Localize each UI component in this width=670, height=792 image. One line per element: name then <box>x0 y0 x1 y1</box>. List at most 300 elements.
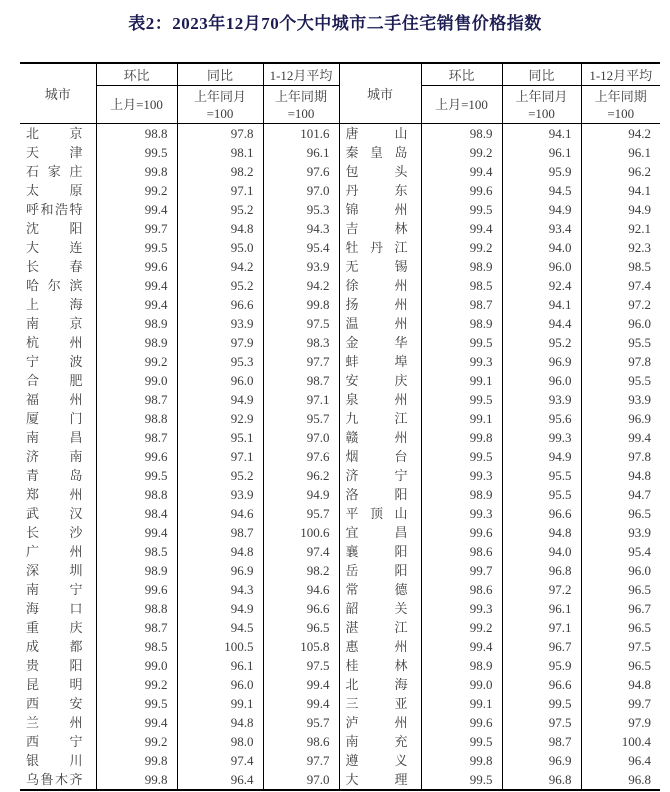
city-cell: 惠州 <box>339 637 421 656</box>
city-cell: 长沙 <box>20 523 96 542</box>
yoy-value-cell: 97.1 <box>177 447 263 466</box>
city-cell: 青岛 <box>20 466 96 485</box>
mom-value-cell: 99.6 <box>421 713 502 732</box>
mom-value-cell: 98.5 <box>421 276 502 295</box>
city-cell: 乌鲁木齐 <box>20 770 96 790</box>
city-cell: 哈尔滨 <box>20 276 96 295</box>
city-cell: 无锡 <box>339 257 421 276</box>
yoy-value-cell: 92.9 <box>177 409 263 428</box>
mom-value-cell: 99.5 <box>96 694 177 713</box>
city-cell: 南充 <box>339 732 421 751</box>
header-yoy-base-left <box>177 86 263 124</box>
mom-value-cell: 98.9 <box>421 257 502 276</box>
city-cell: 宁波 <box>20 352 96 371</box>
yoy-value-cell: 95.9 <box>502 162 581 181</box>
header-mom-base-left: 上月=100 <box>96 86 177 124</box>
yoy-value-cell: 94.0 <box>502 542 581 561</box>
yoy-value-cell: 93.9 <box>177 485 263 504</box>
yoy-value-cell: 94.3 <box>177 580 263 599</box>
city-cell: 洛阳 <box>339 485 421 504</box>
yoy-value-cell: 97.9 <box>177 333 263 352</box>
avg-value-cell: 96.7 <box>628 601 651 616</box>
header-avg-base-left <box>263 86 339 124</box>
avg-value-cell: 96.5 <box>628 506 651 521</box>
mom-value-cell: 98.6 <box>421 542 502 561</box>
mom-value-cell: 98.9 <box>421 124 502 144</box>
table-row <box>20 523 660 542</box>
table-title: 表2：2023年12月70个大中城市二手住宅销售价格指数 <box>128 14 542 33</box>
mom-value-cell: 98.7 <box>96 390 177 409</box>
table-row <box>20 219 660 238</box>
mom-value-cell: 99.8 <box>421 428 502 447</box>
price-index-table <box>20 62 660 791</box>
avg-value-cell: 96.1 <box>628 145 651 160</box>
mom-value-cell: 99.2 <box>96 181 177 200</box>
mom-value-cell: 99.5 <box>96 143 177 162</box>
avg-value-cell: 97.7 <box>263 751 339 770</box>
yoy-value-cell: 97.2 <box>502 580 581 599</box>
mom-value-cell: 99.4 <box>96 200 177 219</box>
yoy-value-cell: 94.1 <box>502 295 581 314</box>
mom-value-cell: 99.5 <box>96 238 177 257</box>
avg-value-cell: 97.5 <box>628 639 651 654</box>
mom-value-cell: 99.4 <box>96 276 177 295</box>
table-header <box>20 63 660 124</box>
avg-value-cell: 92.3 <box>628 240 651 255</box>
mom-value-cell: 99.4 <box>421 219 502 238</box>
yoy-value-cell: 95.5 <box>502 485 581 504</box>
city-cell: 岳阳 <box>339 561 421 580</box>
header-avg-base-line2: =100 <box>607 105 635 121</box>
yoy-value-cell: 98.2 <box>177 162 263 181</box>
city-cell: 贵阳 <box>20 656 96 675</box>
avg-value-cell: 99.4 <box>628 430 651 445</box>
city-cell: 长春 <box>20 257 96 276</box>
mom-value-cell: 99.2 <box>96 675 177 694</box>
mom-value-cell: 99.1 <box>421 371 502 390</box>
city-cell: 南京 <box>20 314 96 333</box>
mom-value-cell: 99.2 <box>96 732 177 751</box>
avg-value-cell: 94.2 <box>628 126 651 141</box>
city-cell: 平顶山 <box>339 504 421 523</box>
mom-value-cell: 99.2 <box>421 143 502 162</box>
header-mom-right: 环比 <box>421 63 502 86</box>
city-cell: 上海 <box>20 295 96 314</box>
table-row <box>20 447 660 466</box>
header-avg-left: 1-12月平均 <box>263 63 339 86</box>
yoy-value-cell: 96.6 <box>502 675 581 694</box>
mom-value-cell: 99.5 <box>421 732 502 751</box>
yoy-value-cell: 96.9 <box>502 352 581 371</box>
header-yoy-base-line1: 上年同月 <box>515 88 568 104</box>
mom-value-cell: 98.5 <box>96 637 177 656</box>
yoy-value-cell: 96.0 <box>177 371 263 390</box>
city-cell: 扬州 <box>339 295 421 314</box>
yoy-value-cell: 94.1 <box>502 124 581 144</box>
yoy-value-cell: 94.2 <box>177 257 263 276</box>
yoy-value-cell: 96.8 <box>502 770 581 790</box>
mom-value-cell: 99.8 <box>421 751 502 770</box>
header-city-left: 城市 <box>20 63 96 124</box>
avg-value-cell: 94.9 <box>263 485 339 504</box>
avg-value-cell: 94.3 <box>263 219 339 238</box>
yoy-value-cell: 94.9 <box>502 200 581 219</box>
city-cell: 泸州 <box>339 713 421 732</box>
mom-value-cell: 99.0 <box>96 371 177 390</box>
yoy-value-cell: 95.2 <box>177 466 263 485</box>
mom-value-cell: 98.6 <box>421 580 502 599</box>
mom-value-cell: 99.8 <box>96 751 177 770</box>
yoy-value-cell: 94.9 <box>502 447 581 466</box>
table-row <box>20 504 660 523</box>
header-avg-base-line1: 上年同期 <box>594 88 647 104</box>
mom-value-cell: 99.2 <box>421 618 502 637</box>
mom-value-cell: 99.8 <box>96 162 177 181</box>
mom-value-cell: 99.6 <box>96 447 177 466</box>
avg-value-cell: 95.5 <box>628 335 651 350</box>
avg-value-cell: 98.5 <box>628 259 651 274</box>
avg-value-cell: 93.9 <box>263 257 339 276</box>
city-cell: 温州 <box>339 314 421 333</box>
city-cell: 济南 <box>20 447 96 466</box>
avg-value-cell: 95.7 <box>263 504 339 523</box>
mom-value-cell: 99.3 <box>421 466 502 485</box>
city-cell: 太原 <box>20 181 96 200</box>
avg-value-cell: 96.2 <box>263 466 339 485</box>
table-row <box>20 675 660 694</box>
yoy-value-cell: 93.4 <box>502 219 581 238</box>
yoy-value-cell: 100.5 <box>177 637 263 656</box>
avg-value-cell: 93.9 <box>628 392 651 407</box>
mom-value-cell: 99.8 <box>96 770 177 790</box>
city-cell: 呼和浩特 <box>20 200 96 219</box>
mom-value-cell: 99.4 <box>421 637 502 656</box>
table-row <box>20 390 660 409</box>
mom-value-cell: 98.4 <box>96 504 177 523</box>
avg-value-cell: 97.0 <box>263 770 339 790</box>
yoy-value-cell: 97.5 <box>502 713 581 732</box>
header-yoy-base-line2: =100 <box>528 105 555 121</box>
table-row <box>20 770 660 790</box>
city-cell: 济宁 <box>339 466 421 485</box>
avg-value-cell: 97.5 <box>263 656 339 675</box>
avg-value-cell: 97.5 <box>263 314 339 333</box>
mom-value-cell: 99.6 <box>96 257 177 276</box>
mom-value-cell: 99.5 <box>421 333 502 352</box>
mom-value-cell: 99.3 <box>421 352 502 371</box>
table-row <box>20 124 660 144</box>
table-row <box>20 466 660 485</box>
yoy-value-cell: 94.8 <box>502 523 581 542</box>
avg-value-cell: 95.4 <box>628 544 651 559</box>
table-row <box>20 732 660 751</box>
city-cell: 桂林 <box>339 656 421 675</box>
yoy-value-cell: 96.0 <box>502 371 581 390</box>
avg-value-cell: 96.0 <box>628 316 651 331</box>
avg-value-cell: 97.7 <box>263 352 339 371</box>
yoy-value-cell: 95.1 <box>177 428 263 447</box>
mom-value-cell: 99.5 <box>421 770 502 790</box>
yoy-value-cell: 94.6 <box>177 504 263 523</box>
avg-value-cell: 96.2 <box>628 164 651 179</box>
table-row <box>20 333 660 352</box>
avg-value-cell: 94.2 <box>263 276 339 295</box>
header-yoy-base-line1: 上年同月 <box>193 88 246 104</box>
city-cell: 北京 <box>20 124 96 144</box>
city-cell: 遵义 <box>339 751 421 770</box>
table-row <box>20 200 660 219</box>
yoy-value-cell: 95.6 <box>502 409 581 428</box>
yoy-value-cell: 92.4 <box>502 276 581 295</box>
yoy-value-cell: 94.5 <box>177 618 263 637</box>
mom-value-cell: 98.9 <box>96 314 177 333</box>
table-row <box>20 618 660 637</box>
yoy-value-cell: 93.9 <box>502 390 581 409</box>
header-mom-base-right: 上月=100 <box>421 86 502 124</box>
table-row <box>20 599 660 618</box>
city-cell: 大连 <box>20 238 96 257</box>
avg-value-cell: 99.4 <box>263 694 339 713</box>
table-row <box>20 713 660 732</box>
yoy-value-cell: 96.9 <box>177 561 263 580</box>
table-row <box>20 314 660 333</box>
table-row <box>20 295 660 314</box>
header-avg-right: 1-12月平均 <box>581 63 660 86</box>
yoy-value-cell: 94.9 <box>177 390 263 409</box>
table-body <box>20 124 660 791</box>
city-cell: 厦门 <box>20 409 96 428</box>
mom-value-cell: 99.1 <box>421 409 502 428</box>
mom-value-cell: 98.9 <box>421 656 502 675</box>
yoy-value-cell: 96.0 <box>177 675 263 694</box>
avg-value-cell: 95.3 <box>263 200 339 219</box>
city-cell: 徐州 <box>339 276 421 295</box>
city-cell: 深圳 <box>20 561 96 580</box>
header-avg-base-right <box>581 86 660 124</box>
city-cell: 福州 <box>20 390 96 409</box>
yoy-value-cell: 98.7 <box>502 732 581 751</box>
avg-value-cell: 98.7 <box>263 371 339 390</box>
mom-value-cell: 99.3 <box>421 599 502 618</box>
yoy-value-cell: 97.1 <box>177 181 263 200</box>
yoy-value-cell: 99.5 <box>502 694 581 713</box>
avg-value-cell: 95.5 <box>628 373 651 388</box>
yoy-value-cell: 98.7 <box>177 523 263 542</box>
mom-value-cell: 98.8 <box>96 409 177 428</box>
table-row <box>20 257 660 276</box>
city-cell: 天津 <box>20 143 96 162</box>
avg-value-cell: 95.7 <box>263 713 339 732</box>
table-row <box>20 276 660 295</box>
mom-value-cell: 99.0 <box>96 656 177 675</box>
avg-value-cell: 93.9 <box>628 525 651 540</box>
city-cell: 吉林 <box>339 219 421 238</box>
yoy-value-cell: 94.8 <box>177 713 263 732</box>
city-cell: 九江 <box>339 409 421 428</box>
avg-value-cell: 105.8 <box>263 637 339 656</box>
avg-value-cell: 96.6 <box>263 599 339 618</box>
avg-value-cell: 97.8 <box>628 449 651 464</box>
yoy-value-cell: 96.1 <box>502 599 581 618</box>
yoy-value-cell: 95.9 <box>502 656 581 675</box>
avg-value-cell: 97.4 <box>628 278 651 293</box>
header-yoy-base-right <box>502 86 581 124</box>
city-cell: 赣州 <box>339 428 421 447</box>
mom-value-cell: 98.9 <box>96 333 177 352</box>
avg-value-cell: 101.6 <box>263 124 339 144</box>
header-mom-left: 环比 <box>96 63 177 86</box>
yoy-value-cell: 95.2 <box>177 200 263 219</box>
avg-value-cell: 92.1 <box>628 221 651 236</box>
yoy-value-cell: 96.0 <box>502 257 581 276</box>
yoy-value-cell: 94.4 <box>502 314 581 333</box>
yoy-value-cell: 95.5 <box>502 466 581 485</box>
table-row <box>20 181 660 200</box>
header-avg-base-line2: =100 <box>287 105 315 121</box>
avg-value-cell: 96.5 <box>628 658 651 673</box>
avg-value-cell: 97.0 <box>263 181 339 200</box>
table-row <box>20 485 660 504</box>
yoy-value-cell: 98.1 <box>177 143 263 162</box>
table-row <box>20 238 660 257</box>
avg-value-cell: 94.1 <box>628 183 651 198</box>
mom-value-cell: 98.8 <box>96 599 177 618</box>
city-cell: 蚌埠 <box>339 352 421 371</box>
yoy-value-cell: 94.5 <box>502 181 581 200</box>
avg-value-cell: 94.8 <box>628 468 651 483</box>
mom-value-cell: 98.5 <box>96 542 177 561</box>
city-cell: 大理 <box>339 770 421 790</box>
city-cell: 合肥 <box>20 371 96 390</box>
avg-value-cell: 96.0 <box>628 563 651 578</box>
header-yoy-base-line2: =100 <box>206 105 234 121</box>
mom-value-cell: 99.6 <box>421 181 502 200</box>
avg-value-cell: 97.6 <box>263 447 339 466</box>
mom-value-cell: 99.2 <box>96 352 177 371</box>
avg-value-cell: 97.2 <box>628 297 651 312</box>
city-cell: 牡丹江 <box>339 238 421 257</box>
yoy-value-cell: 94.0 <box>502 238 581 257</box>
city-cell: 银川 <box>20 751 96 770</box>
mom-value-cell: 99.4 <box>96 523 177 542</box>
yoy-value-cell: 97.4 <box>177 751 263 770</box>
yoy-value-cell: 95.3 <box>177 352 263 371</box>
avg-value-cell: 99.8 <box>263 295 339 314</box>
table-row <box>20 694 660 713</box>
avg-value-cell: 96.4 <box>628 753 651 768</box>
city-cell: 南宁 <box>20 580 96 599</box>
yoy-value-cell: 96.1 <box>177 656 263 675</box>
mom-value-cell: 99.6 <box>421 523 502 542</box>
city-cell: 沈阳 <box>20 219 96 238</box>
avg-value-cell: 97.6 <box>263 162 339 181</box>
city-cell: 西安 <box>20 694 96 713</box>
header-yoy-left: 同比 <box>177 63 263 86</box>
mom-value-cell: 99.5 <box>421 200 502 219</box>
city-cell: 包头 <box>339 162 421 181</box>
avg-value-cell: 98.2 <box>263 561 339 580</box>
yoy-value-cell: 96.9 <box>502 751 581 770</box>
avg-value-cell: 97.0 <box>263 428 339 447</box>
yoy-value-cell: 99.1 <box>177 694 263 713</box>
mom-value-cell: 99.7 <box>421 561 502 580</box>
table-row <box>20 428 660 447</box>
yoy-value-cell: 93.9 <box>177 314 263 333</box>
avg-value-cell: 99.7 <box>628 696 651 711</box>
table-row <box>20 409 660 428</box>
mom-value-cell: 99.4 <box>421 162 502 181</box>
yoy-value-cell: 96.4 <box>177 770 263 790</box>
city-cell: 丹东 <box>339 181 421 200</box>
city-cell: 海口 <box>20 599 96 618</box>
city-cell: 石家庄 <box>20 162 96 181</box>
city-cell: 安庆 <box>339 371 421 390</box>
avg-value-cell: 95.7 <box>263 409 339 428</box>
city-cell: 杭州 <box>20 333 96 352</box>
table-row <box>20 143 660 162</box>
avg-value-cell: 96.5 <box>263 618 339 637</box>
city-cell: 兰州 <box>20 713 96 732</box>
city-cell: 昆明 <box>20 675 96 694</box>
mom-value-cell: 98.9 <box>96 561 177 580</box>
yoy-value-cell: 96.6 <box>177 295 263 314</box>
city-cell: 武汉 <box>20 504 96 523</box>
city-cell: 北海 <box>339 675 421 694</box>
yoy-value-cell: 97.1 <box>502 618 581 637</box>
avg-value-cell: 94.6 <box>263 580 339 599</box>
avg-value-cell: 99.4 <box>263 675 339 694</box>
avg-value-cell: 98.3 <box>263 333 339 352</box>
table-row <box>20 751 660 770</box>
header-avg-base-line1: 上年同期 <box>274 88 327 104</box>
yoy-value-cell: 96.6 <box>502 504 581 523</box>
header-yoy-right: 同比 <box>502 63 581 86</box>
header-city-right: 城市 <box>339 63 421 124</box>
avg-value-cell: 96.5 <box>628 582 651 597</box>
mom-value-cell: 99.3 <box>421 504 502 523</box>
city-cell: 烟台 <box>339 447 421 466</box>
avg-value-cell: 97.8 <box>628 354 651 369</box>
city-cell: 唐山 <box>339 124 421 144</box>
mom-value-cell: 99.5 <box>421 390 502 409</box>
mom-value-cell: 99.5 <box>421 447 502 466</box>
mom-value-cell: 99.1 <box>421 694 502 713</box>
table-row <box>20 162 660 181</box>
yoy-value-cell: 94.8 <box>177 219 263 238</box>
avg-value-cell: 94.7 <box>628 487 651 502</box>
city-cell: 广州 <box>20 542 96 561</box>
mom-value-cell: 98.7 <box>96 428 177 447</box>
mom-value-cell: 99.2 <box>421 238 502 257</box>
mom-value-cell: 98.8 <box>96 124 177 144</box>
avg-value-cell: 95.4 <box>263 238 339 257</box>
mom-value-cell: 99.0 <box>421 675 502 694</box>
avg-value-cell: 97.1 <box>263 390 339 409</box>
table-row <box>20 637 660 656</box>
table-row <box>20 352 660 371</box>
avg-value-cell: 97.9 <box>628 715 651 730</box>
city-cell: 宜昌 <box>339 523 421 542</box>
city-cell: 锦州 <box>339 200 421 219</box>
city-cell: 泉州 <box>339 390 421 409</box>
mom-value-cell: 99.7 <box>96 219 177 238</box>
yoy-value-cell: 98.0 <box>177 732 263 751</box>
mom-value-cell: 99.4 <box>96 295 177 314</box>
city-cell: 韶关 <box>339 599 421 618</box>
city-cell: 成都 <box>20 637 96 656</box>
yoy-value-cell: 94.9 <box>177 599 263 618</box>
avg-value-cell: 96.8 <box>628 772 651 787</box>
